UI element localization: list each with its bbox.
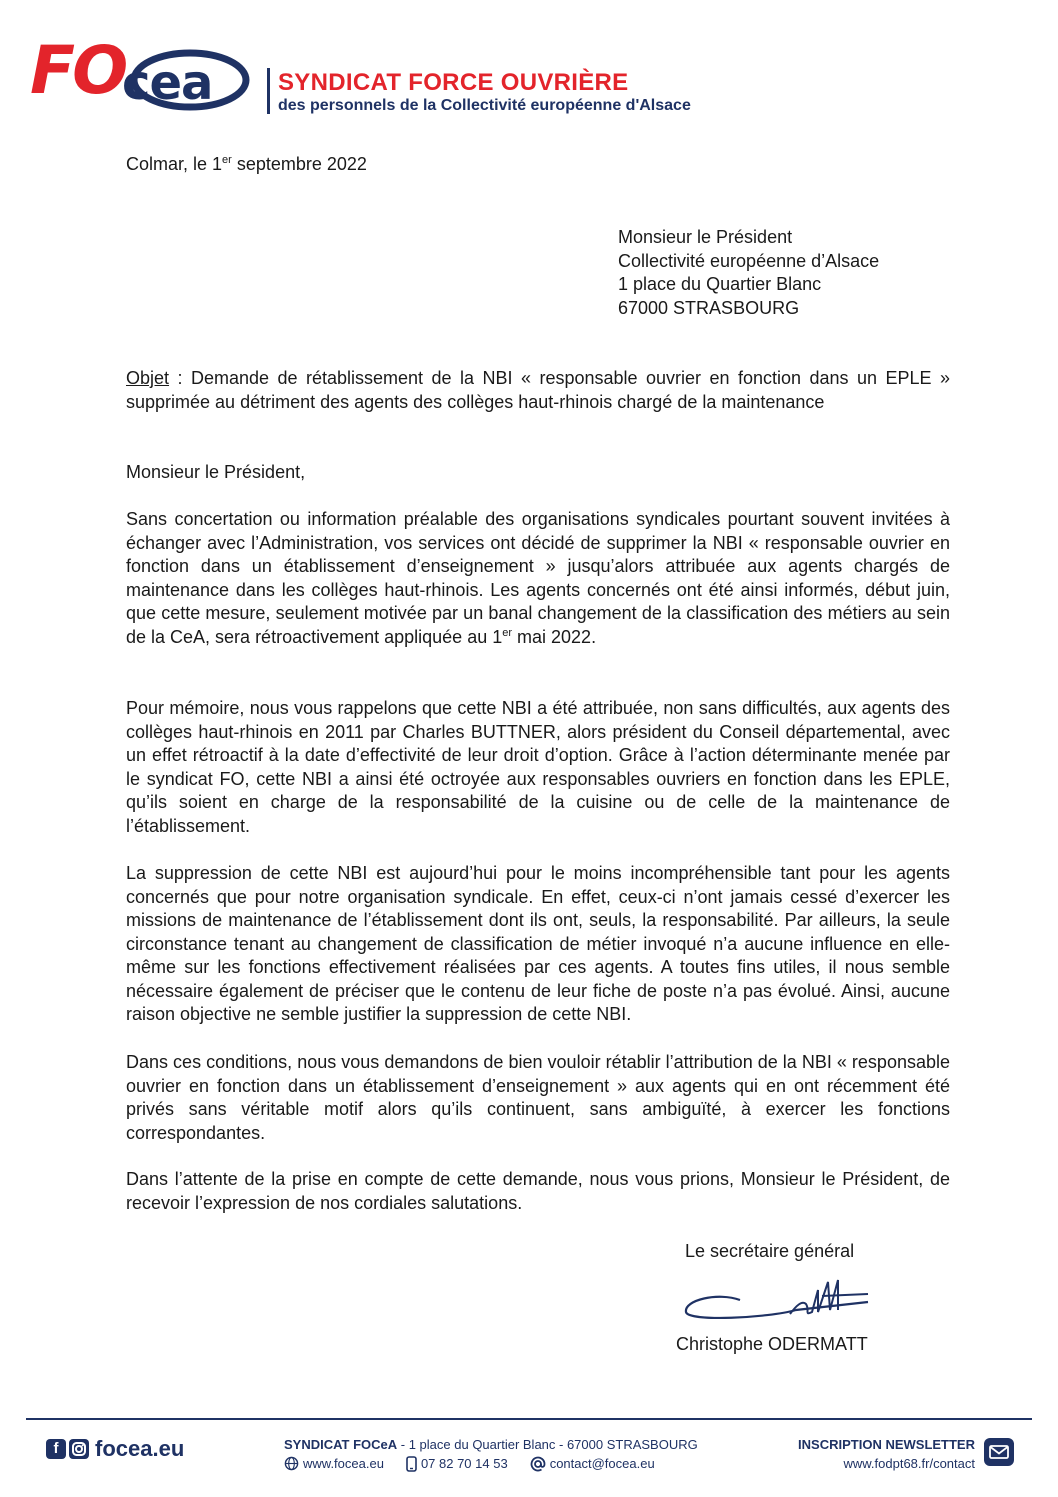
footer-contact	[284, 1436, 724, 1472]
subject-label: Objet	[126, 368, 170, 388]
footer	[0, 1420, 1058, 1497]
footer-newsletter	[760, 1436, 975, 1472]
globe-icon	[284, 1456, 299, 1471]
salutation: Monsieur le Président,	[126, 462, 306, 482]
logo-fo: FO	[30, 32, 126, 109]
paragraph-1: Sans concertation ou information préalable des organisations syndicales pourtant souvent invitées à échanger avec l’Administration, vos services ont décidé de supprimer la NBI « responsable ouvrier en fonction dans un établissement d’enseignement » jusqu’alors attribuée aux agents chargés de maintenance dans les collèges haut-rhinois. Les agents concernés ont été ainsi informés, début juin, que cette mesure, seulement motivée par un banal changement de la classification des métiers au sein de la CeA, sera rétroactivement appliquée au 1er mai 2022.	[126, 509, 950, 647]
signer-name: Christophe ODERMATT	[676, 1334, 868, 1354]
recipient-address	[618, 226, 879, 320]
subject-text: : Demande de rétablissement de la NBI « responsable ouvrier en fonction dans un EPLE » supprimée au détriment des agents des collèges haut-rhinois chargé de la maintenance	[126, 368, 950, 412]
recipient-line: 67000 STRASBOURG	[618, 297, 800, 318]
focea-logo	[30, 28, 255, 118]
union-subtitle: des personnels de la Collectivité européenne d'Alsace	[278, 97, 691, 114]
instagram-icon[interactable]	[69, 1439, 89, 1459]
at-icon	[530, 1456, 546, 1472]
paragraph-2: Pour mémoire, nous vous rappelons que cette NBI a été attribuée, non sans difficultés, aux agents des collèges haut-rhinois en 2011 par Charles BUTTNER, alors président du Conseil départemental, avec un effet rétroactif à la date d’effectivité de leur droit d’option. Grâce à l’action déterminante menée par le syndicat FO, cette NBI a ainsi été octroyée aux responsables ouvriers en fonction dans les EPLE, qu’ils soient en charge de la responsabilité de la cuisine ou de celle de la maintenance de l’établissement.	[126, 698, 950, 836]
footer-phone[interactable]: 07 82 70 14 53	[406, 1455, 508, 1472]
header-divider	[267, 68, 270, 114]
footer-email[interactable]: contact@focea.eu	[530, 1455, 655, 1472]
facebook-icon[interactable]: f	[46, 1439, 66, 1459]
subject-line	[126, 367, 950, 414]
paragraph-5: Dans l’attente de la prise en compte de cette demande, nous vous prions, Monsieur le Président, de recevoir l’expression de nos cordiales salutations.	[126, 1169, 950, 1213]
mail-icon[interactable]	[984, 1438, 1014, 1466]
footer-social	[46, 1437, 184, 1461]
footer-address: SYNDICAT FOCeA - 1 place du Quartier Blanc - 67000 STRASBOURG	[284, 1437, 698, 1452]
union-name: SYNDICAT FORCE OUVRIÈRE	[278, 69, 629, 96]
recipient-line: Monsieur le Président	[618, 227, 793, 247]
logo-cea: cea	[122, 55, 213, 111]
phone-icon	[406, 1456, 417, 1472]
newsletter-link[interactable]: www.fodpt68.fr/contact	[843, 1456, 975, 1471]
newsletter-title: INSCRIPTION NEWSLETTER	[798, 1437, 975, 1452]
recipient-line: Collectivité européenne d’Alsace	[618, 250, 880, 271]
handwritten-signature	[678, 1270, 878, 1334]
footer-web[interactable]: www.focea.eu	[284, 1455, 384, 1472]
paragraph-3: La suppression de cette NBI est aujourd’hui pour le moins incompréhensible tant pour les agents concernés que pour notre organisation syndicale. En effet, ceux-ci n’ont jamais cessé d’exercer les missions de maintenance de l’établissement dont ils ont, seuls, la responsabilité. Par ailleurs, la seule circonstance tenant au changement de classification de métier invoqué n’a aucune influence en elle-même sur les fonctions effectivement réalisées par ces agents. A toutes fins utiles, il nous semble nécessaire également de préciser que le contenu de leur fiche de poste n’a pas évolué. Ainsi, aucune raison objective ne semble justifier la suppression de cette NBI.	[126, 863, 950, 1024]
signer-title: Le secrétaire général	[685, 1241, 855, 1261]
letterhead	[30, 28, 790, 118]
footer-site-link[interactable]: focea.eu	[95, 1436, 185, 1461]
letter-date: Colmar, le 1er septembre 2022	[126, 154, 367, 174]
paragraph-4: Dans ces conditions, nous vous demandons de bien vouloir rétablir l’attribution de la NBI « responsable ouvrier en fonction dans un établissement d’enseignement » aux agents qui en ont récemment été privés sans véritable motif alors qu’ils continuent, sans ambiguïté, à exercer les fonctions correspondantes.	[126, 1052, 950, 1143]
recipient-line: 1 place du Quartier Blanc	[618, 274, 822, 294]
